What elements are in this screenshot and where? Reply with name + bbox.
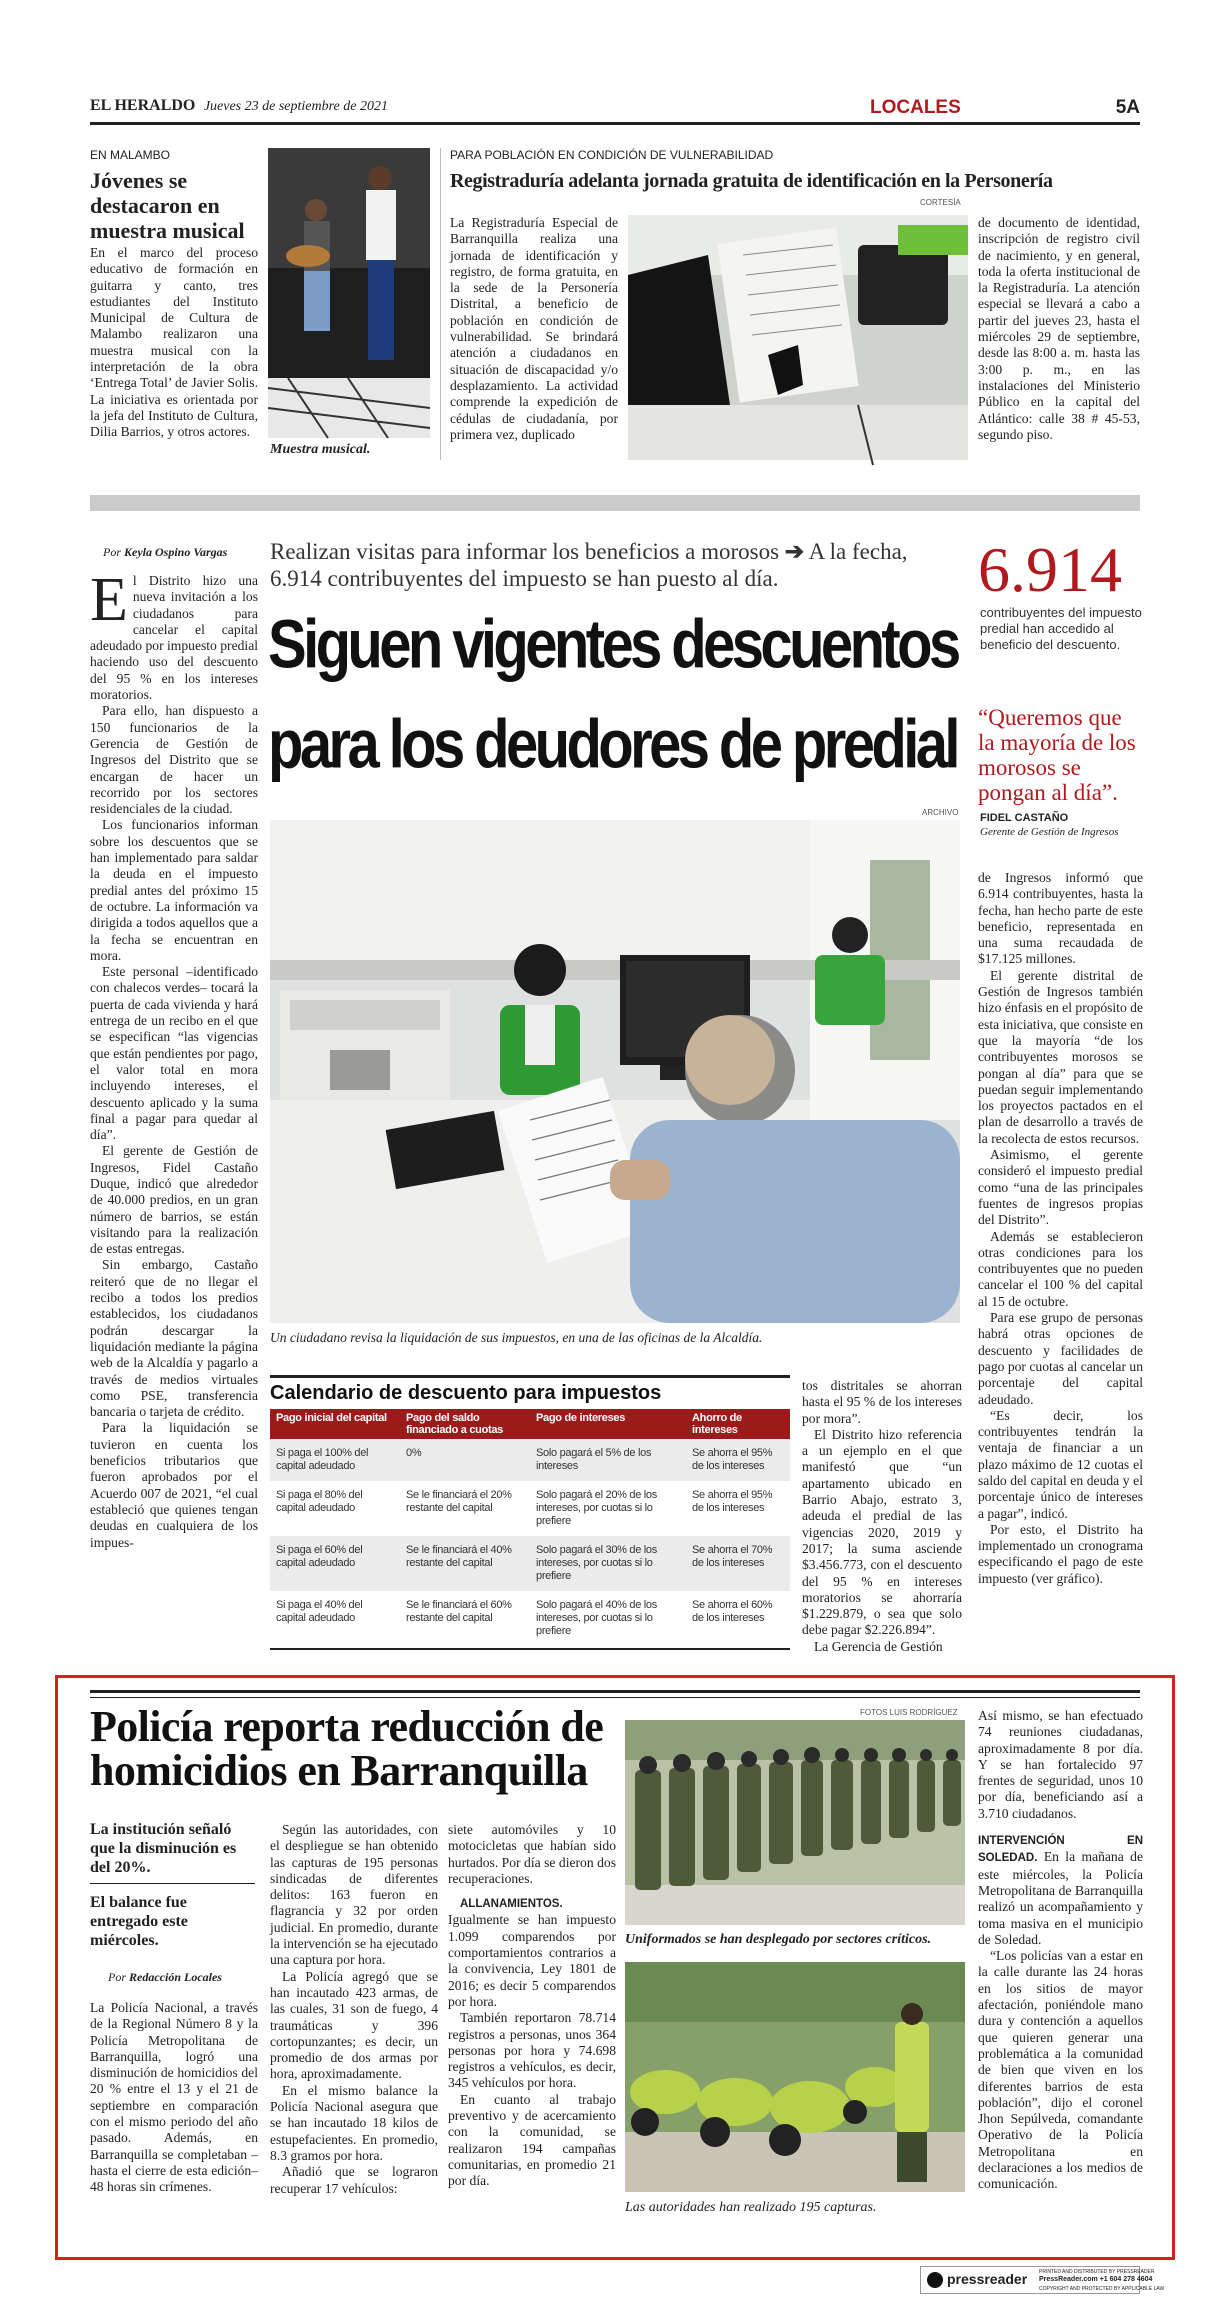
calendar-header-row <box>270 1409 790 1439</box>
policia-col3-first: siete automóviles y 10 motocicletas que habían sido hurtados. Por día se dieron dos recuperaciones. <box>448 1822 616 1886</box>
policia-top-rule-thin <box>90 1697 1140 1698</box>
registraduria-col1 <box>450 215 618 443</box>
predial-right-p: El gerente distrital de Gestión de Ingresos también hizo énfasis en el propósito de esta iniciativa, que consiste en que la mayoría “de los contribuyentes morosos se pongan al día” para que se puedan seguir implementando los proyectos pactados en el plan de desarrollo a través de la recolecta de estos recursos. <box>978 967 1143 1146</box>
predial-col1-p: El gerente de Gestión de Ingresos, Fidel Castaño Duque, indicó que alrededor de 40.000 predios, en un gran número de barrios, se están visitando para la realización de estas entregas. <box>90 1143 258 1257</box>
footer-line1: PRINTED AND DISTRIBUTED BY PRESSREADER <box>1039 2269 1155 2275</box>
predial-credit: ARCHIVO <box>922 808 959 817</box>
table-cell: Se le financiará el 40% restante del capital <box>400 1536 530 1591</box>
predial-deck <box>270 538 930 592</box>
predial-right-p: “Es decir, los contribuyentes tendrán la ventaja de financiar a un plazo máximo de 12 cuotas el saldo del capital en deuda y el porcentaje único de intereses a pagar”, indicó. <box>978 1407 1143 1521</box>
document-desk-illustration <box>628 215 968 460</box>
big-number: 6.914 <box>978 534 1122 605</box>
policia-col3-kicker-para <box>448 1895 616 2010</box>
policia-sub-divider <box>90 1883 255 1884</box>
policia-col2-p: Según las autoridades, con el despliegue se han obtenido las capturas de 195 personas sindicadas de diferentes delitos: 163 fueron en flagrancia y 32 por orden judicial. En promedio, durante la intervención se ha ejecutado una captura por hora. <box>270 1822 438 1968</box>
policia-top-rule <box>90 1690 1140 1693</box>
predial-col1-p: Para ello, han dispuesto a 150 funcionarios de la Gerencia de Gestión de Ingresos del Distrito que se encargan de hacer un recorrido por los sectores residenciales de la ciudad. <box>90 703 258 817</box>
policia-col4-p: “Los policías van a estar en la calle durante las 24 horas en los sitios de mayor afectación, poniéndole mano dura y contención a aquellos que quieren generar una problemática a la comunidad de bien que viven en los diferentes barrios de esta población”, dijo el coronel Jhon Sepúlveda, comandante Operativo de la Policía Metropolitana en declaraciones a los medios de comunicación. <box>978 1948 1143 2192</box>
arrow-icon: ➔ <box>784 539 805 564</box>
dropcap: E <box>90 566 128 634</box>
predial-right-p: Además se establecieron otras condiciones para los contribuyentes que no pueden cancelar el 100 % del capital al 15 de octubre. <box>978 1228 1143 1309</box>
calendar-header: Pago de intereses <box>530 1409 686 1439</box>
policia-photo-2 <box>625 1962 965 2192</box>
policia-col3-p: En cuanto al trabajo preventivo y de acercamiento con la comunidad, se realizaron 194 campañas comunitarias, en promedio 21 por día. <box>448 2091 616 2189</box>
predial-caption: Un ciudadano revisa la liquidación de sus impuestos, en una de las oficinas de la Alcaldía. <box>270 1330 763 1345</box>
predial-right-p: Asimismo, el gerente consideró el impuesto predial como “una de las principales fuentes de ingresos propias del Distrito”. <box>978 1147 1143 1228</box>
masthead <box>90 97 1140 121</box>
registraduria-col1-text: La Registraduría Especial de Barranquilla realiza una jornada de identificación y registro, de forma gratuita, en la sede de la Personería Distrital, a beneficio de población en condición de vulnerabilidad. Se brindará atención a ciudadanos en situación de discapacidad y/o desplazamiento. La actividad comprende la expedición de cédulas de ciudadanía, por primera vez, duplicado <box>450 215 618 442</box>
quote-name: FIDEL CASTAÑO <box>980 812 1069 824</box>
policia-col2-p: En el mismo balance la Policía Nacional asegura que se han incautado 18 kilos de estupefacientes. En promedio, 8.3 gramos por hora. <box>270 2082 438 2163</box>
table-cell: Solo pagará el 40% de los intereses, por cuotas si lo prefiere <box>530 1591 686 1646</box>
policia-col2-p: La Policía agregó que se han incautado 423 armas, de las cuales, 31 son de fuego, 4 traumáticas y 396 cortopunzantes; es decir, un promedio de dos armas por hora, aproximadamente. <box>270 1968 438 2082</box>
discount-calendar <box>270 1375 790 1650</box>
soledad-kicker: INTERVENCIÓN EN SOLEDAD. <box>978 1835 1143 1865</box>
policia-photo-1 <box>625 1720 965 1925</box>
byline-name: Redacción Locales <box>129 1970 222 1984</box>
policia-headline: Policía reporta reducción de homicidios en Barranquilla <box>90 1702 604 1795</box>
predial-photo <box>270 820 960 1323</box>
malambo-divider <box>440 148 441 460</box>
registraduria-credit: CORTESÍA <box>920 198 961 207</box>
predial-mid-p: La Gerencia de Gestión <box>814 1638 943 1654</box>
pull-quote: “Queremos que la mayoría de los morosos se pongan al día”. <box>978 705 1136 805</box>
table-cell: Si paga el 80% del capital adeudado <box>270 1481 400 1536</box>
policia-caption-2: Las autoridades han realizado 195 capturas. <box>625 2200 877 2215</box>
big-number-text: contribuyentes del impuesto predial han accedido al beneficio del descuento. <box>980 605 1142 652</box>
policia-col4-first: Así mismo, se han efectuado 74 reuniones ciudadanas, aproximadamente 8 por día. Y se han fortalecido 97 frentes de seguridad, unos 10 por día, beneficiando así a 3.710 ciudadanos. <box>978 1708 1143 1821</box>
predial-mid-p: El Distrito hizo referencia a un ejemplo en el que manifestó que “un apartamento ubicado en Barrio Abajo, estrato 3, adeuda el predial de las vigencias 2020, 2019 y 2017; la suma asciende $3.456.773, con el descuento del 95 % en intereses moratorios se ahorraría $1.229.879, o sea que solo debe pagar $2.226.894”. <box>802 1426 962 1638</box>
deck-text: Realizan visitas para informar los beneficios a morosos <box>270 539 780 564</box>
registraduria-photo <box>628 215 968 460</box>
byline-name: Keyla Ospino Vargas <box>124 545 228 559</box>
registraduria-headline: Registraduría adelanta jornada gratuita de identificación en la Personería <box>450 170 1053 192</box>
byline-prefix: Por <box>103 545 121 559</box>
malambo-caption: Muestra musical. <box>270 442 371 457</box>
malambo-photo <box>268 148 430 438</box>
table-cell: Se ahorra el 95% de los intereses <box>686 1481 790 1536</box>
policia-col3-p: También reportaron 78.714 registros a personas, unos 364 personas por hora y 74.698 registros a vehículos, es decir, 345 vehículos por hora. <box>448 2010 616 2091</box>
quote-role: Gerente de Gestión de Ingresos <box>980 826 1119 838</box>
predial-right-p: Para ese grupo de personas habrá otras opciones de descuento y facilidades de pago por cuotas al cancelar un porcentaje del capital adeudado. <box>978 1310 1143 1407</box>
predial-col-mid <box>802 1378 962 1655</box>
predial-col1 <box>90 566 258 1551</box>
page-number: 5A <box>1115 97 1140 118</box>
pressreader-logo-icon <box>927 2272 943 2288</box>
registraduria-kicker: PARA POBLACIÓN EN CONDICIÓN DE VULNERABILIDAD <box>450 148 774 162</box>
predial-byline <box>103 545 227 560</box>
table-row <box>270 1591 790 1646</box>
footer-line2: PressReader.com +1 604 278 4604 <box>1039 2276 1153 2283</box>
policia-credit: FOTOS LUIS RODRÍGUEZ <box>860 1708 958 1717</box>
predial-headline-1: Siguen vigentes descuentos <box>268 606 958 683</box>
allanamientos-kicker: ALLANAMIENTOS. <box>460 1898 563 1911</box>
malambo-headline: Jóvenes se destacaron en muestra musical <box>90 168 245 243</box>
policia-col4 <box>978 1708 1143 2193</box>
policia-col2 <box>270 1822 438 2197</box>
footer-line3: COPYRIGHT AND PROTECTED BY APPLICABLE LAW <box>1039 2286 1165 2292</box>
policia-col3 <box>448 1822 616 2190</box>
table-cell: Se ahorra el 95% de los intereses <box>686 1439 790 1481</box>
table-cell: Si paga el 40% del capital adeudado <box>270 1591 400 1646</box>
office-illustration <box>270 820 960 1323</box>
calendar-header: Pago inicial del capital <box>270 1409 400 1439</box>
predial-mid-p: tos distritales se ahorran hasta el 95 % de los intereses por mora”. <box>802 1378 962 1426</box>
table-row <box>270 1481 790 1536</box>
policia-col1-text: La Policía Nacional, a través de la Regional Número 8 y la Policía Metropolitana de Barranquilla, logró una disminución de homicidios del 20 % entre el 13 y el 21 de septiembre en comparación con el mismo periodo del año pasado. Además, en Barranquilla se completaban –hasta el cierre de esta edición– 48 horas sin crímenes. <box>90 2000 258 2195</box>
policia-col3-p: Igualmente se han impuesto 1.099 comparendos por comportamientos contrarios a la convivencia, Ley 1801 de 2016; es decir 5 comparendos por hora. <box>448 1912 616 2009</box>
malambo-kicker: EN MALAMBO <box>90 148 171 162</box>
deck-text-2: A la fecha, 6.914 contribuyentes del impuesto se han puesto al día. <box>270 539 908 591</box>
table-cell: Solo pagará el 30% de los intereses, por cuotas si lo prefiere <box>530 1536 686 1591</box>
predial-col1-p: Sin embargo, Castaño reiteró que de no llegar el recibo a todos los predios establecidos, los ciudadanos podrán descargar la liquidación mediante la página web de la Alcaldía y pagarlo a través de medios virtuales como PSE, transferencia bancaria o tarjeta de crédito. <box>90 1257 258 1420</box>
predial-col1-p: Los funcionarios informan sobre los descuentos que se han implementado para saldar la deuda en el impuesto predial antes del próximo 15 de octubre. La información va dirigida a todos aquellos que a la fecha se encuentran en mora. <box>90 817 258 963</box>
policia-sub2: El balance fue entregado este miércoles. <box>90 1894 188 1949</box>
section-band <box>90 495 1140 511</box>
predial-col1-p: Para la liquidación se tuvieron en cuenta los beneficios tributarios que fueron aprobados por el Acuerdo 007 de 2021, “el cual estableció que quienes tengan deudas en cualquiera de los impues- <box>90 1420 258 1550</box>
calendar-title: Calendario de descuento para impuestos <box>270 1375 790 1405</box>
table-cell: Solo pagará el 5% de los intereses <box>530 1439 686 1481</box>
policia-col2-p: Añadió que se lograron recuperar 17 vehículos: <box>270 2164 438 2196</box>
header-rule <box>90 122 1140 125</box>
policia-sub1: La institución señaló que la disminución es del 20%. <box>90 1821 237 1876</box>
issue-date: Jueves 23 de septiembre de 2021 <box>203 99 388 114</box>
predial-col1-p: Este personal –identificado con chalecos verdes– tocará la puerta de cada vivienda y hará entrega de un recibo en el que se especifican “las vigencias que están pendientes por pago, el valor total en mora incluyendo intereses, el descuento aplicado y la suma final a pagar para quedar al día”. <box>90 964 258 1143</box>
predial-headline-2: para los deudores de predial <box>268 706 957 783</box>
policia-col1 <box>90 2000 258 2196</box>
table-row <box>270 1439 790 1481</box>
predial-col1-first: l Distrito hizo una nueva invitación a los ciudadanos para cancelar el capital adeudado por impuesto predial haciendo uso del descuento del 95 % en los intereses moratorios. <box>90 573 258 703</box>
table-row <box>270 1536 790 1591</box>
policia-col4-kicker-para <box>978 1832 1143 1948</box>
musicians-illustration <box>268 148 430 438</box>
policia-caption-1: Uniformados se han desplegado por sectores críticos. <box>625 1932 932 1947</box>
table-cell: 0% <box>400 1439 530 1481</box>
table-cell: Si paga el 100% del capital adeudado <box>270 1439 400 1481</box>
calendar-header: Pago del saldo financiado a cuotas <box>400 1409 530 1439</box>
table-cell: Se le financiará el 20% restante del capital <box>400 1481 530 1536</box>
calendar-header: Ahorro de intereses <box>686 1409 790 1439</box>
policia-byline <box>108 1970 222 1985</box>
section-name: LOCALES <box>870 97 961 118</box>
predial-right-p: Por esto, el Distrito ha implementado un cronograma especificando el pago de este impuesto (ver gráfico). <box>978 1521 1143 1586</box>
predial-col-right <box>978 870 1143 1587</box>
pressreader-brand: pressreader <box>947 2271 1028 2287</box>
malambo-body <box>90 245 258 441</box>
officers-formation-illustration <box>625 1720 965 1925</box>
registraduria-col2 <box>978 215 1140 443</box>
table-cell: Solo pagará el 20% de los intereses, por cuotas si lo prefiere <box>530 1481 686 1536</box>
registraduria-col2-text: de documento de identidad, inscripción de registro civil de nacimiento, y en general, toda la oferta institucional de la Registraduría. La atención especial se llevará a cabo a partir del jueves 23, hasta el miércoles 29 de septiembre, desde las 8:00 a. m. hasta las 3:00 p. m., en las instalaciones del Ministerio Público en la capital del Atlántico: calle 38 # 45-53, segundo piso. <box>978 215 1140 442</box>
byline-prefix: Por <box>108 1970 126 1984</box>
motorcycles-illustration <box>625 1962 965 2192</box>
table-cell: Se le financiará el 60% restante del capital <box>400 1591 530 1646</box>
table-cell: Si paga el 60% del capital adeudado <box>270 1536 400 1591</box>
calendar-table <box>270 1409 790 1646</box>
malambo-paragraph: En el marco del proceso educativo de formación en guitarra y canto, tres estudiantes del Instituto Municipal de Cultura de Malambo realizaron una muestra musical con la interpretación de la obra ‘Entrega Total’ de Javier Solis. La iniciativa es orientada por la jefa del Instituto de Cultura, Dilia Barrios, y otros actores. <box>90 245 258 440</box>
policia-col4-p: En la mañana de este miércoles, la Policía Metropolitana de Barranquilla realizó un acompañamiento y toma masiva en el municipio de Soledad. <box>978 1849 1143 1947</box>
paper-name: EL HERALDO <box>90 97 196 114</box>
table-cell: Se ahorra el 60% de los intereses <box>686 1591 790 1646</box>
calendar-bottom-rule <box>270 1648 790 1650</box>
predial-right-p: de Ingresos informó que 6.914 contribuyentes, hasta la fecha, han hecho parte de este beneficio, representada en una suma recaudada de $17.125 millones. <box>978 870 1143 967</box>
pressreader-footer <box>920 2266 1165 2294</box>
table-cell: Se ahorra el 70% de los intereses <box>686 1536 790 1591</box>
